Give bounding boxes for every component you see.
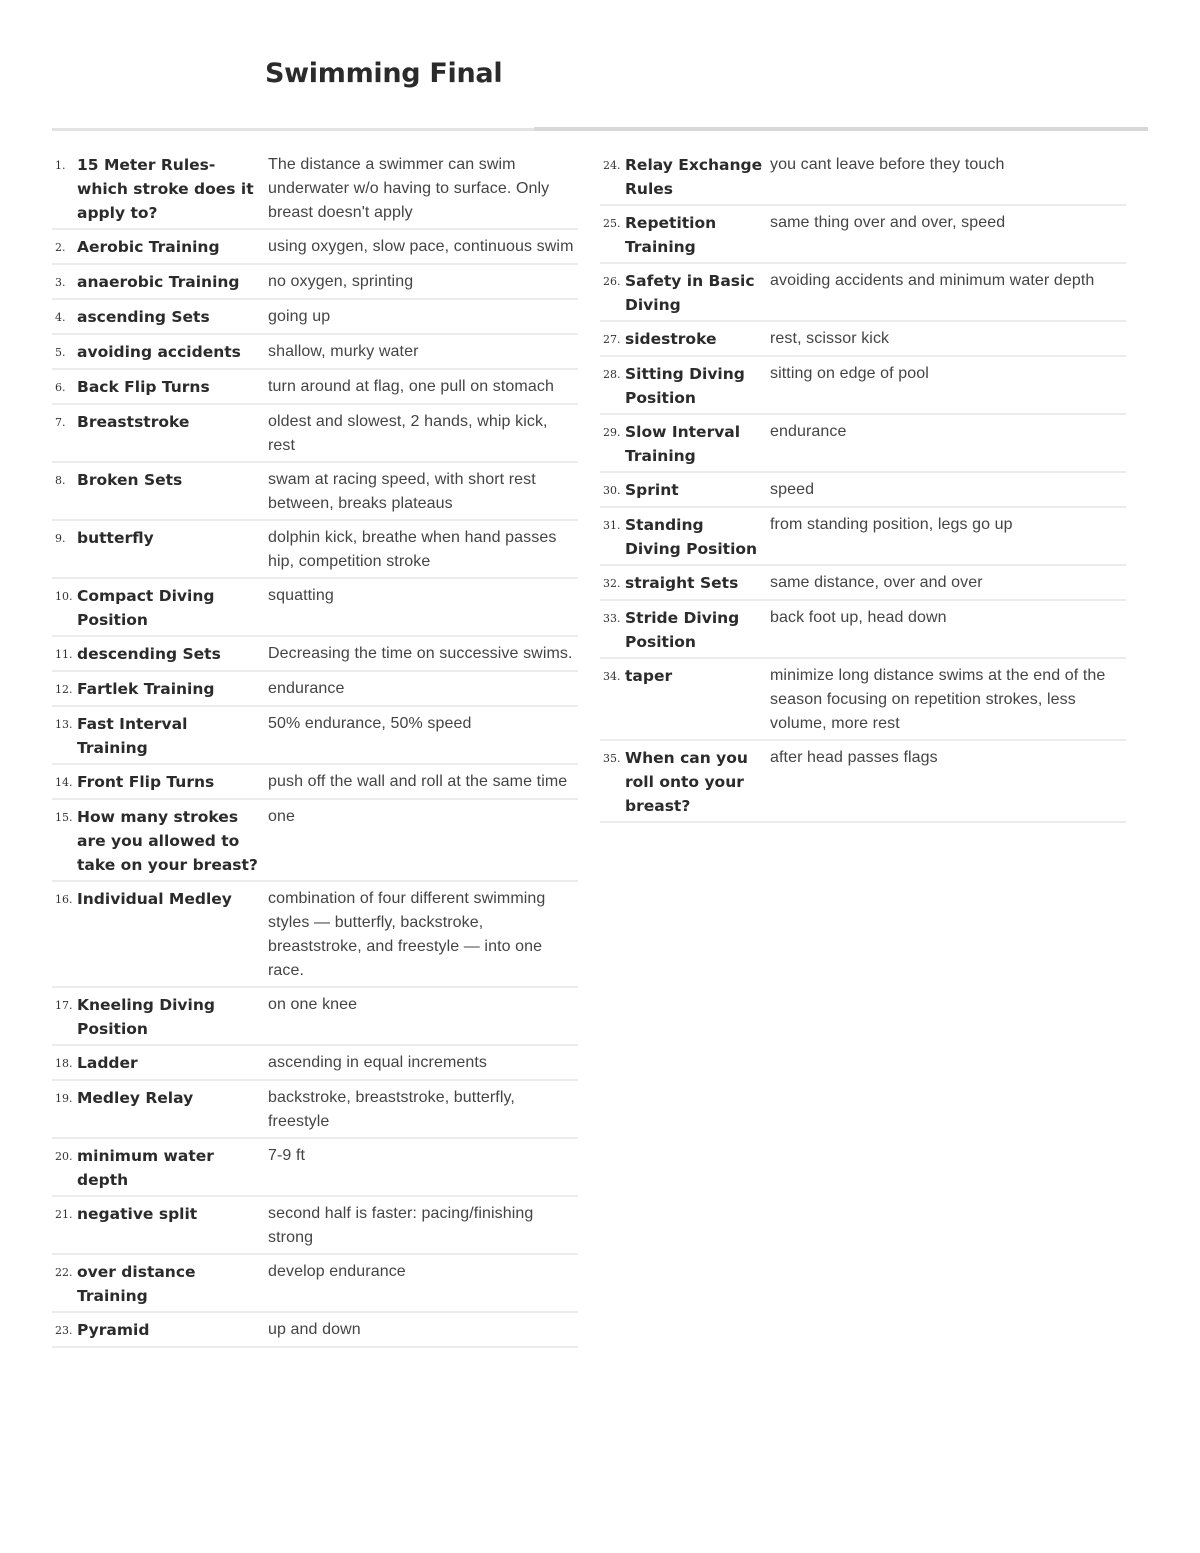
right-term-column (600, 148, 1126, 823)
term-definition: shallow, murky water (268, 343, 419, 360)
term-label: ascending Sets (77, 308, 210, 326)
term-label: descending Sets (77, 645, 221, 663)
term-label: avoiding accidents (77, 343, 241, 361)
term-number: 8. (55, 474, 66, 487)
term-label: Safety in Basic Diving (625, 272, 755, 314)
title-divider-left (52, 128, 534, 131)
term-row (52, 882, 578, 988)
term-number: 15. (55, 811, 73, 824)
term-label: Relay Exchange Rules (625, 156, 763, 198)
term-number: 4. (55, 311, 66, 324)
term-label: over distance Training (77, 1263, 196, 1305)
term-definition: sitting on edge of pool (770, 365, 929, 382)
term-label: Pyramid (77, 1321, 150, 1339)
term-number: 1. (55, 159, 66, 172)
term-label: minimum water depth (77, 1147, 214, 1189)
term-row (600, 148, 1126, 206)
term-definition: using oxygen, slow pace, continuous swim (268, 238, 574, 255)
term-row (600, 415, 1126, 473)
term-row (600, 566, 1126, 601)
term-definition: same distance, over and over (770, 574, 983, 591)
term-label: When can you roll onto your breast? (625, 749, 748, 815)
term-label: Medley Relay (77, 1089, 194, 1107)
term-definition: speed (770, 481, 815, 498)
term-definition: Decreasing the time on successive swims. (268, 645, 573, 662)
term-row (52, 1046, 578, 1081)
term-definition: dolphin kick, breathe when hand passes hip, competition stroke (268, 529, 557, 570)
term-definition: oldest and slowest, 2 hands, whip kick, rest (268, 413, 548, 454)
term-label: How many strokes are you allowed to take on your breast? (77, 808, 258, 874)
term-row (52, 579, 578, 637)
term-row (52, 370, 578, 405)
term-definition: avoiding accidents and minimum water depth (770, 272, 1095, 289)
term-row (600, 322, 1126, 357)
term-number: 27. (603, 333, 621, 346)
term-label: Sitting Diving Position (625, 365, 745, 407)
term-number: 5. (55, 346, 66, 359)
term-row (52, 1139, 578, 1197)
term-number: 30. (603, 484, 621, 497)
term-number: 17. (55, 999, 73, 1012)
term-number: 28. (603, 368, 621, 381)
left-term-column (52, 148, 578, 1348)
term-number: 25. (603, 217, 621, 230)
term-row (52, 300, 578, 335)
term-definition: second half is faster: pacing/finishing strong (268, 1205, 534, 1246)
term-row (52, 672, 578, 707)
term-label: Stride Diving Position (625, 609, 740, 651)
term-definition: on one knee (268, 996, 358, 1013)
term-definition: one (268, 808, 295, 825)
term-number: 32. (603, 577, 621, 590)
term-row (600, 473, 1126, 508)
term-definition: push off the wall and roll at the same time (268, 773, 568, 790)
term-definition: going up (268, 308, 331, 325)
term-number: 23. (55, 1324, 73, 1337)
term-row (52, 1313, 578, 1348)
term-label: anaerobic Training (77, 273, 240, 291)
term-number: 13. (55, 718, 73, 731)
term-row (52, 1255, 578, 1313)
term-row (52, 405, 578, 463)
term-definition: 50% endurance, 50% speed (268, 715, 472, 732)
term-row (600, 357, 1126, 415)
term-number: 14. (55, 776, 73, 789)
term-definition: back foot up, head down (770, 609, 947, 626)
term-number: 35. (603, 752, 621, 765)
term-definition: you cant leave before they touch (770, 156, 1005, 173)
term-number: 31. (603, 519, 621, 532)
term-number: 9. (55, 532, 66, 545)
term-label: Fartlek Training (77, 680, 215, 698)
term-number: 3. (55, 276, 66, 289)
term-definition: 7-9 ft (268, 1147, 306, 1164)
term-number: 7. (55, 416, 66, 429)
term-number: 29. (603, 426, 621, 439)
term-label: Individual Medley (77, 890, 232, 908)
term-definition: after head passes flags (770, 749, 938, 766)
term-label: Standing Diving Position (625, 516, 758, 558)
term-label: sidestroke (625, 330, 717, 348)
term-number: 16. (55, 893, 73, 906)
term-number: 24. (603, 159, 621, 172)
term-label: Repetition Training (625, 214, 717, 256)
term-number: 6. (55, 381, 66, 394)
term-row (600, 601, 1126, 659)
term-label: Broken Sets (77, 471, 183, 489)
term-label: Back Flip Turns (77, 378, 210, 396)
term-row (52, 765, 578, 800)
term-label: Ladder (77, 1054, 138, 1072)
term-definition: swam at racing speed, with short rest between, breaks plateaus (268, 471, 536, 512)
term-row (52, 707, 578, 765)
term-definition: turn around at flag, one pull on stomach (268, 378, 554, 395)
term-number: 33. (603, 612, 621, 625)
term-number: 18. (55, 1057, 73, 1070)
term-row (600, 659, 1126, 741)
term-number: 11. (55, 648, 73, 661)
term-row (52, 463, 578, 521)
term-label: Slow Interval Training (625, 423, 741, 465)
term-number: 2. (55, 241, 66, 254)
term-definition: backstroke, breaststroke, butterfly, freestyle (268, 1089, 515, 1130)
term-label: Breaststroke (77, 413, 190, 431)
term-row (600, 264, 1126, 322)
term-definition: no oxygen, sprinting (268, 273, 414, 290)
term-definition: same thing over and over, speed (770, 214, 1006, 231)
term-row (52, 988, 578, 1046)
term-number: 12. (55, 683, 73, 696)
title-divider-right (534, 127, 1148, 131)
term-definition: minimize long distance swims at the end of the season focusing on repetition strokes, less volume, more rest (770, 667, 1106, 732)
term-row (52, 335, 578, 370)
term-number: 22. (55, 1266, 73, 1279)
term-label: butterfly (77, 529, 154, 547)
term-label: Compact Diving Position (77, 587, 215, 629)
term-row (52, 637, 578, 672)
term-row (52, 1081, 578, 1139)
term-row (600, 741, 1126, 823)
term-row (52, 1197, 578, 1255)
term-number: 21. (55, 1208, 73, 1221)
term-row (52, 521, 578, 579)
term-label: 15 Meter Rules- which stroke does it apply to? (77, 156, 254, 222)
term-definition: endurance (770, 423, 847, 440)
page-title: Swimming Final (265, 58, 503, 89)
term-row (52, 148, 578, 230)
term-row (52, 265, 578, 300)
term-label: Sprint (625, 481, 679, 499)
term-label: negative split (77, 1205, 198, 1223)
term-definition: from standing position, legs go up (770, 516, 1013, 533)
term-label: Kneeling Diving Position (77, 996, 215, 1038)
term-definition: up and down (268, 1321, 361, 1338)
term-number: 20. (55, 1150, 73, 1163)
term-row (600, 508, 1126, 566)
term-label: Front Flip Turns (77, 773, 215, 791)
term-definition: ascending in equal increments (268, 1054, 488, 1071)
term-number: 26. (603, 275, 621, 288)
term-definition: squatting (268, 587, 334, 604)
term-definition: rest, scissor kick (770, 330, 890, 347)
term-row (52, 800, 578, 882)
term-label: Fast Interval Training (77, 715, 188, 757)
term-number: 10. (55, 590, 73, 603)
term-number: 19. (55, 1092, 73, 1105)
term-definition: The distance a swimmer can swim underwater w/o having to surface. Only breast doesn't apply (268, 156, 550, 221)
term-definition: endurance (268, 680, 345, 697)
term-label: Aerobic Training (77, 238, 220, 256)
term-number: 34. (603, 670, 621, 683)
term-label: straight Sets (625, 574, 739, 592)
term-definition: combination of four different swimming styles — butterfly, backstroke, breaststroke, and freestyle — into one race. (268, 890, 546, 979)
term-definition: develop endurance (268, 1263, 406, 1280)
term-label: taper (625, 667, 673, 685)
term-row (52, 230, 578, 265)
term-row (600, 206, 1126, 264)
